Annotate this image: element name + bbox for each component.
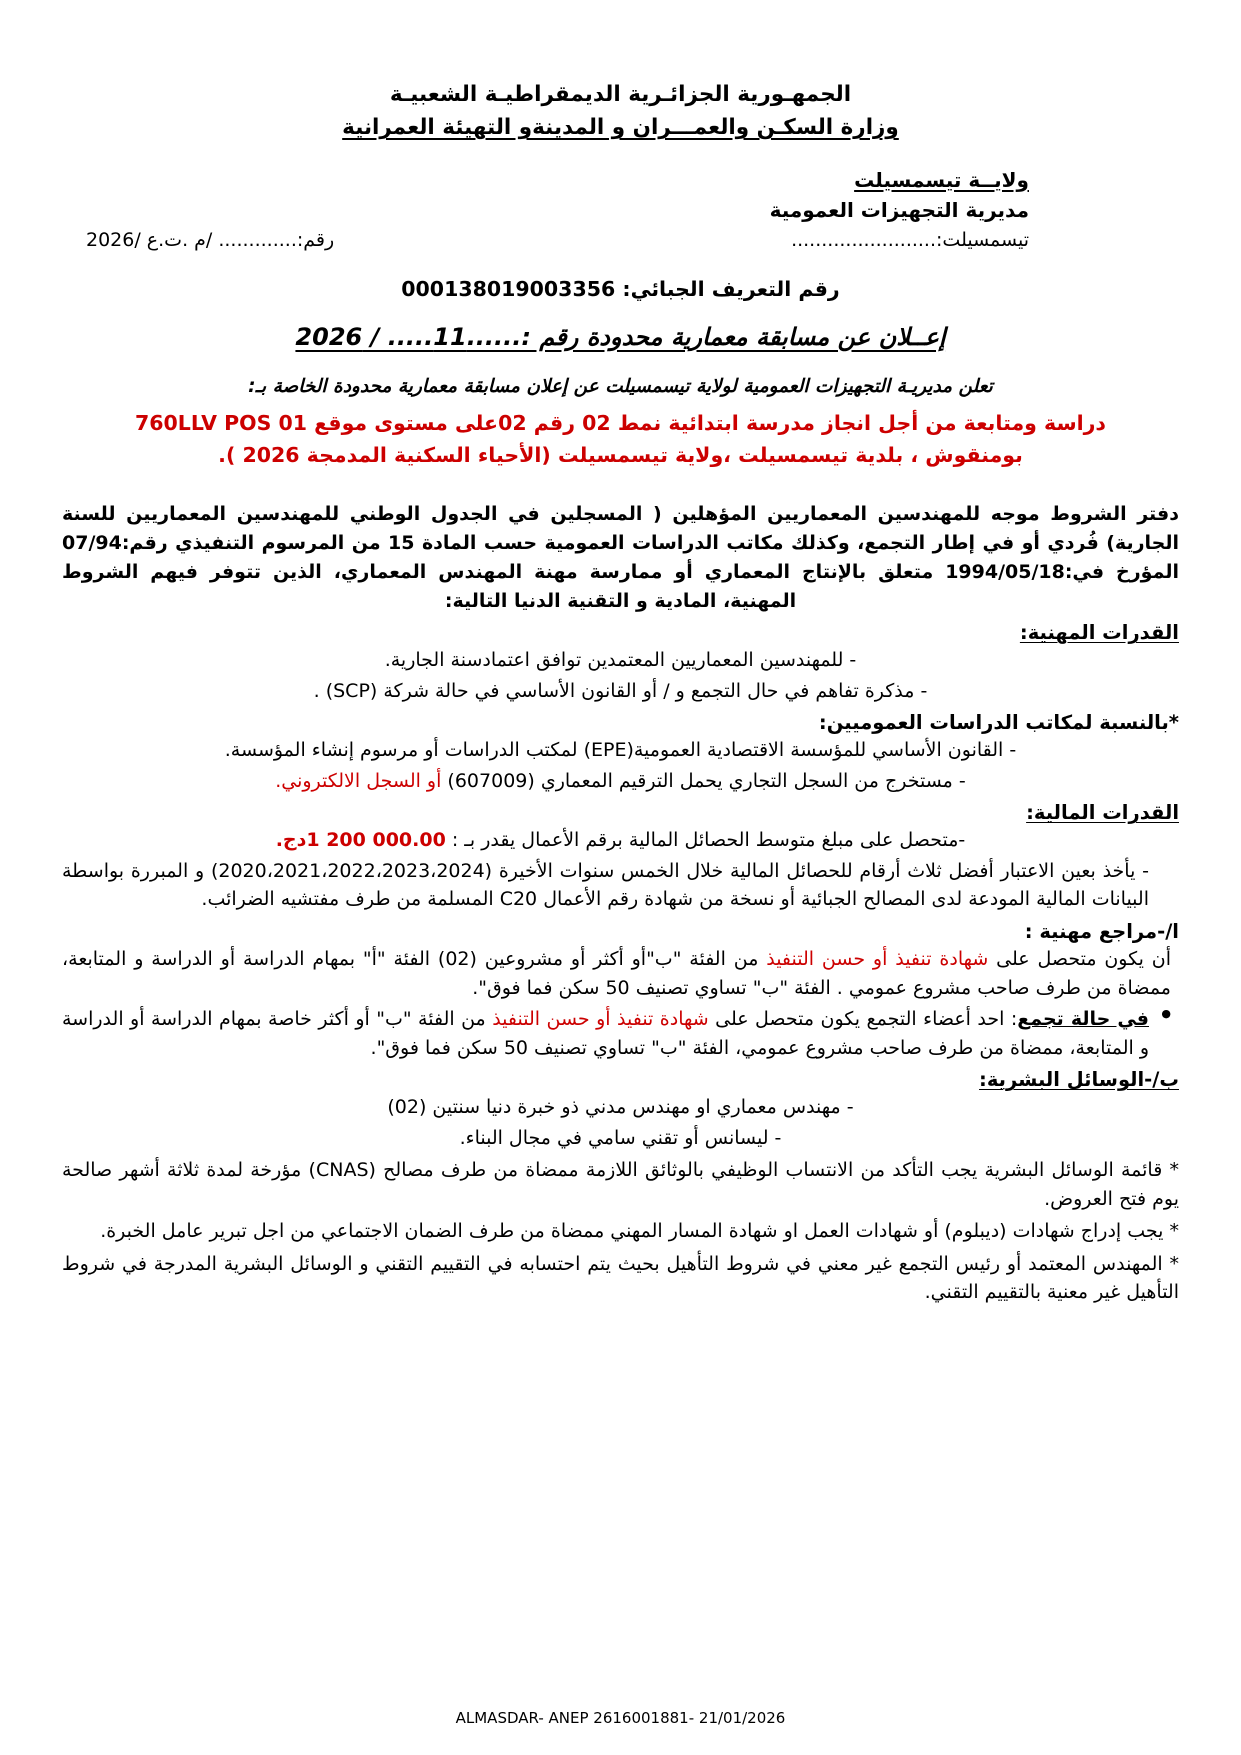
financial-capacities-heading: القدرات المالية: — [1026, 801, 1179, 825]
reference-text-a: أن يكون متحصل على — [988, 947, 1171, 970]
organization-block — [62, 165, 1179, 225]
reference-requirement-individual — [62, 945, 1179, 1003]
human-resource-item: - مهندس معماري او مهندس مدني ذو خبرة دنيا سنتين (02) — [387, 1096, 854, 1119]
group-text-a: : احد أعضاء التجمع يكون متحصل على — [708, 1007, 1018, 1030]
public-office-item: - القانون الأساسي للمؤسسة الاقتصادية العمومية(EPE) لمكتب الدراسات أو مرسوم إنشاء المؤسسة. — [224, 739, 1017, 762]
commercial-register-text: - مستخرج من السجل التجاري يحمل الترقيم المعماري (607009) — [441, 769, 966, 792]
project-line-1: دراسة ومتابعة من أجل انجاز مدرسة ابتدائية نمط 02 رقم 02على مستوى موقع — [307, 411, 1106, 436]
republic-heading: الجمهـورية الجزائـرية الديمقراطيـة الشعبيـة — [389, 82, 852, 107]
human-resources-note: * يجب إدراج شهادات (ديبلوم) أو شهادات العمل او شهادة المسار المهني ممضاة من طرف الضمان الاجتماعي من اجل تبرير عامل الخبرة. — [100, 1220, 1179, 1243]
human-resource-item: - ليسانس أو تقني سامي في مجال البناء. — [459, 1126, 782, 1149]
human-resources-note: * المهندس المعتمد أو رئيس التجمع غير معني في شروط التأهيل بحيث يتم احتسابه في التقييم التقني و الوسائل البشرية المدرجة في شروط التأهيل غير معنية بالتقييم التقني. — [62, 1252, 1179, 1304]
professional-item: - للمهندسين المعماريين المعتمدين توافق اعتمادسنة الجارية. — [384, 649, 857, 672]
turnover-amount: 1 200 000.00 — [306, 829, 446, 852]
professional-item: - مذكرة تفاهم في حال التجمع و / أو القانون الأساسي في حالة شركة (SCP) . — [313, 679, 928, 702]
human-resources-note: * قائمة الوسائل البشرية يجب التأكد من الانتساب الوظيفي بالوثائق اللازمة ممضاة من طرف مصالح (CNAS) مؤرخة لمدة ثلاثة أشهر صالحة يوم فتح العروض. — [62, 1159, 1179, 1210]
turnover-currency: دج. — [275, 829, 307, 852]
tax-id-number: 000138019003356 — [401, 276, 616, 301]
wilaya-name: ولايــة تيسمسيلت — [854, 167, 1029, 192]
execution-certificate-text: شهادة تنفيذ أو حسن التنفيذ — [492, 1007, 709, 1030]
tax-id-label: رقم التعريف الجبائي: — [622, 276, 840, 301]
ministry-heading: وزارة السكـن والعمـــران و المدينةو التهيئة العمرانية — [342, 115, 899, 141]
project-line-2: بومنقوش ، بلدية تيسمسيلت ،ولاية تيسمسيلت (الأحياء السكنية المدمجة 2026 ). — [218, 443, 1023, 468]
professional-references-heading: ا/-مراجع مهنية : — [1024, 919, 1179, 943]
reference-requirement-group — [62, 1005, 1179, 1063]
document-footer: ALMASDAR- ANEP 2616001881- 21/01/2026 — [455, 1709, 786, 1727]
reference-text-b: من الفئة "ب"أو أكثر أو مشروعين (02) الفئة "أ" بمهام الدراسة أو الدراسة و المتابعة، ممضاة من طرف صاحب مشروع عمومي . الفئة "ب" تساوي تصنيف 50 سكن فما فوق". — [62, 947, 1171, 999]
group-text-b: من الفئة "ب" أو أكثر خاصة بمهام الدراسة أو الدراسة و المتابعة، ممضاة من طرف صاحب مشروع عمومي، الفئة "ب" تساوي تصنيف 50 سكن فما فوق". — [62, 1007, 1149, 1059]
turnover-label: -متحصل على مبلغ متوسط الحصائل المالية برقم الأعمال يقدر بـ : — [451, 829, 966, 852]
execution-certificate-text: شهادة تنفيذ أو حسن التنفيذ — [766, 947, 989, 970]
eligibility-paragraph: دفتر الشروط موجه للمهندسين المعماريين المؤهلين ( المسجلين في الجدول الوطني للمهندسين المعماريين للسنة الجارية) فُردي أو في إطار التجمع، وكذلك مكاتب الدراسات العمومية حسب المادة 15 من المرسوم التنفيذي رقم:07/94 المؤرخ في:1994/05/18 متعلق بالإنتاج المعماري أو ممارسة مهنة المهندس المعماري، الذين تتوفر فيهم الشروط المهنية، المادية و التقنية الدنيا التالية: — [62, 502, 1179, 612]
human-resources-heading: ب/-الوسائل البشرية: — [979, 1068, 1179, 1092]
commercial-register-item — [62, 767, 1179, 796]
group-case-label: في حالة تجمع — [1017, 1007, 1149, 1030]
professional-capacities-heading: القدرات المهنية: — [1019, 621, 1179, 645]
directorate-name: مديرية التجهيزات العمومية — [769, 197, 1029, 222]
turnover-requirement — [62, 826, 1179, 855]
reference-row — [62, 229, 1179, 251]
public-study-offices-heading: *بالنسبة لمكاتب الدراسات العموميين: — [818, 711, 1179, 735]
tax-identification-line — [62, 277, 1179, 301]
financial-note: - يأخذ بعين الاعتبار أفضل ثلاث أرقام للحصائل المالية خلال الخمس سنوات الأخيرة (2020،2021،2022،2023،2024) و المبررة بواسطة البيانات المالية المودعة لدى المصالح الجبائية أو نسخة من شهادة رقم الأعمال C20 المسلمة من طرف مفتشيه الضرائب. — [62, 859, 1149, 911]
place-date-field: تيسمسيلت:........................ — [791, 228, 1029, 251]
project-description — [62, 408, 1179, 472]
project-code: 760LLV POS 01 — [135, 411, 307, 436]
announcement-title: إعــلان عن مسابقة معمارية محدودة رقم :......11..... / 2026 — [295, 322, 946, 351]
reference-number: رقم:............. /م .ت.ع /2026 — [86, 228, 335, 251]
electronic-register-text: أو السجل الالكتروني. — [275, 769, 442, 792]
announcement-intro: تعلن مديريـة التجهيزات العمومية لولاية تيسمسيلت عن إعلان مسابقة معمارية محدودة الخاصة بـ: — [248, 375, 993, 397]
